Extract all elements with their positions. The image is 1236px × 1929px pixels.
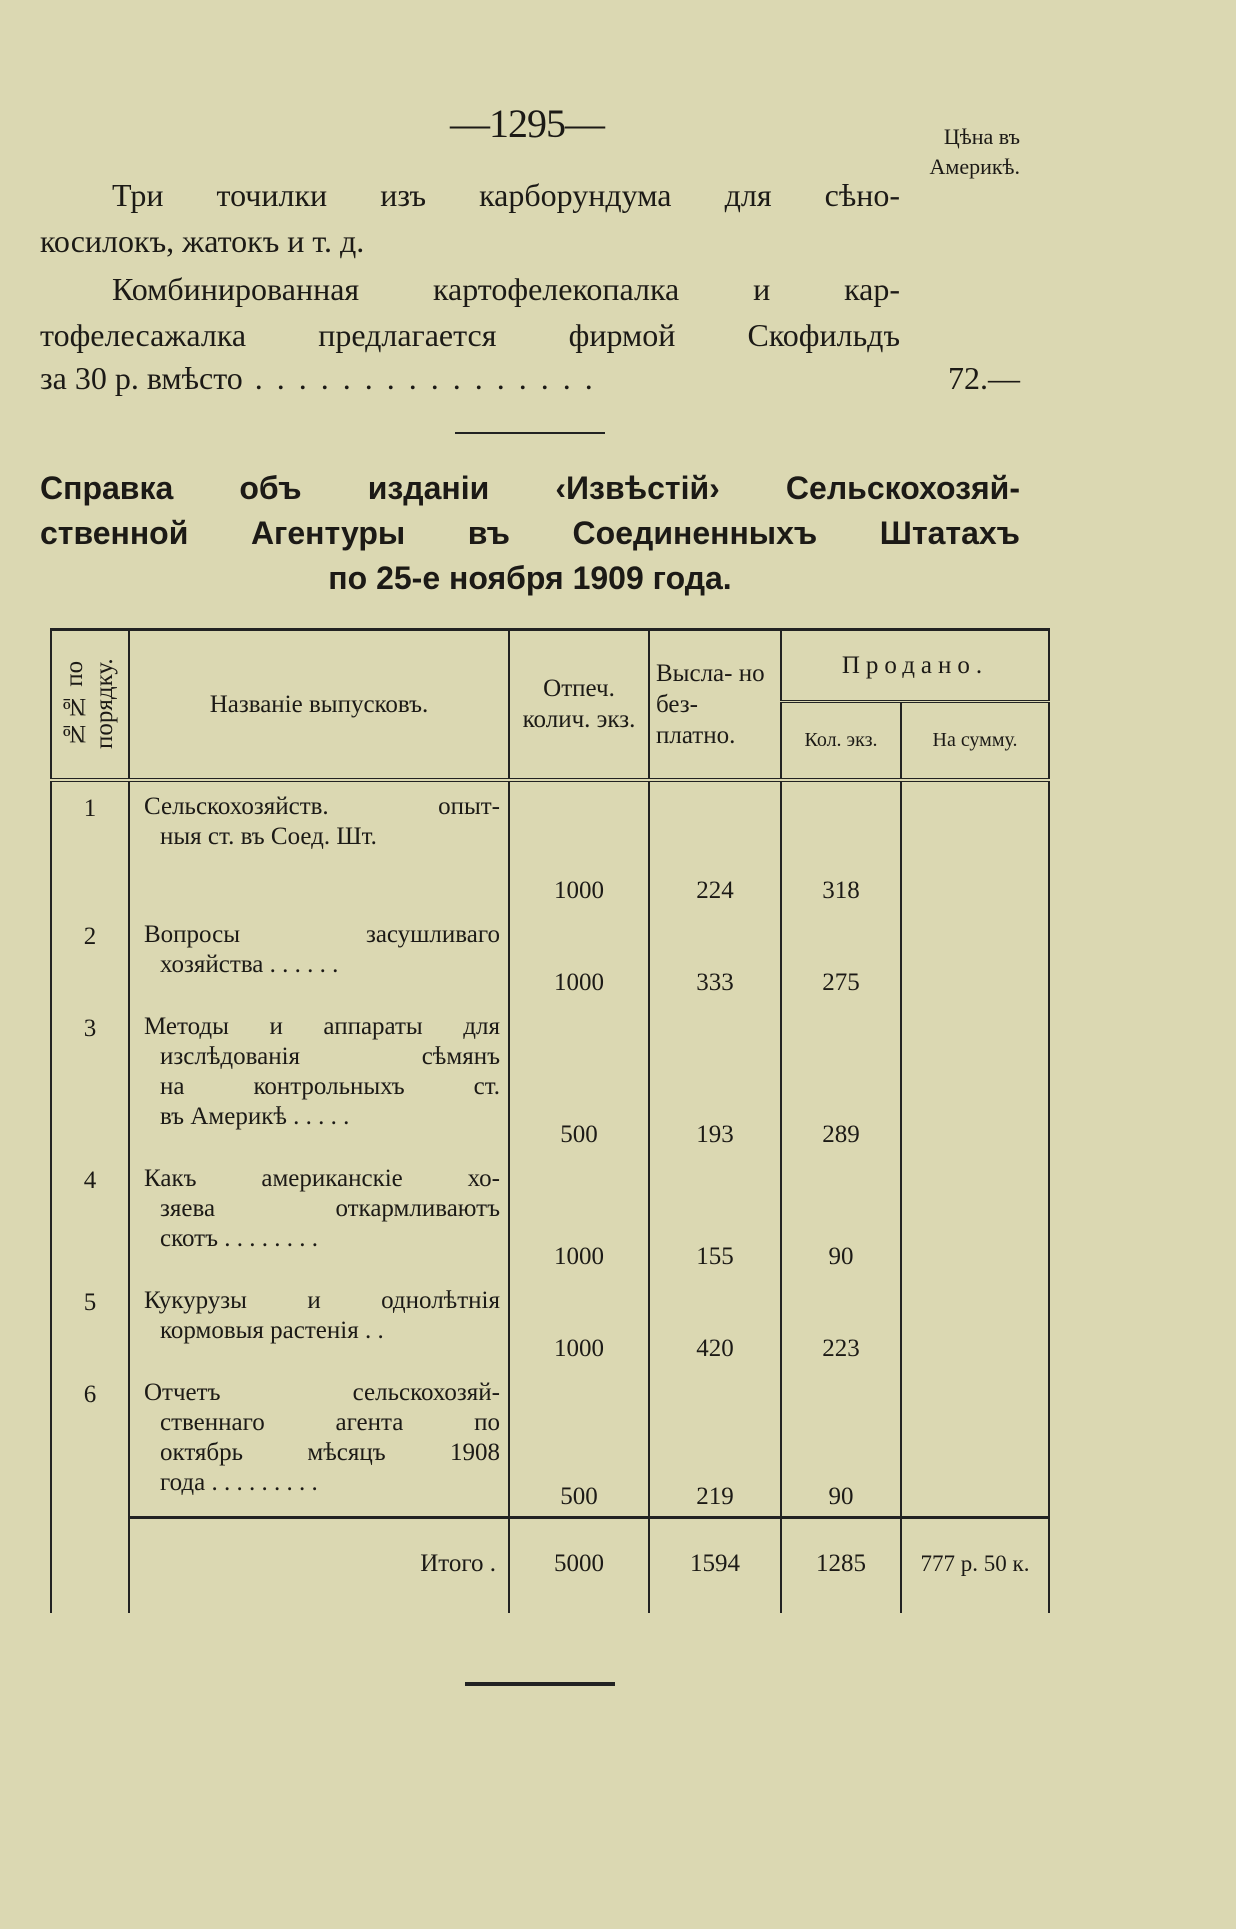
row-sold-sum: [901, 1002, 1049, 1154]
row-sold-qty: 289: [781, 1002, 901, 1154]
row-sold-sum: [901, 910, 1049, 1002]
leader-dots: ................: [254, 360, 607, 396]
price-header-line: Америкѣ.: [929, 154, 1020, 179]
row-number: 1: [51, 780, 129, 910]
header-sold: Продано.: [781, 630, 1049, 702]
row-printed: 1000: [509, 780, 649, 910]
row-printed: 500: [509, 1002, 649, 1154]
section-heading: [40, 466, 1020, 601]
row-sold-sum: [901, 1276, 1049, 1368]
row-sold-qty: 90: [781, 1368, 901, 1518]
total-empty: [51, 1518, 129, 1613]
row-name-line: зяева откармливаютъ: [160, 1194, 500, 1222]
price-column-header: [880, 122, 1020, 182]
row-sold-qty: 275: [781, 910, 901, 1002]
price-line: [40, 360, 1020, 397]
row-sold-qty: 318: [781, 780, 901, 910]
table-row: [51, 1276, 1049, 1368]
row-printed: 500: [509, 1368, 649, 1518]
row-name-line: кормовыя растенія . .: [160, 1316, 384, 1344]
row-free: 420: [649, 1276, 781, 1368]
row-printed: 1000: [509, 1276, 649, 1368]
row-free: 219: [649, 1368, 781, 1518]
header-name: Названіе выпусковъ.: [129, 630, 509, 780]
total-sold-sum: 777 р. 50 к.: [901, 1518, 1049, 1613]
paragraph-sharpeners: [40, 172, 900, 264]
row-number: 5: [51, 1276, 129, 1368]
text-line: косилокъ, жатокъ и т. д.: [40, 223, 365, 259]
row-sold-qty: 223: [781, 1276, 901, 1368]
paragraph-potato-machine: [40, 266, 900, 358]
table-row: [51, 1002, 1049, 1154]
table-row: [51, 780, 1049, 910]
price-line-text: за 30 р. вмѣсто: [40, 360, 243, 396]
row-name-line: въ Америкѣ . . . . .: [160, 1102, 350, 1130]
header-sold-sum: На сумму.: [901, 702, 1049, 780]
row-number: 6: [51, 1368, 129, 1518]
row-free: 155: [649, 1154, 781, 1276]
divider: [465, 1682, 615, 1686]
total-free: 1594: [649, 1518, 781, 1613]
header-sold-qty: Кол. экз.: [781, 702, 901, 780]
row-name-line: ныя ст. въ Соед. Шт.: [160, 822, 377, 850]
row-name-line: Отчетъ сельскохозяй-: [144, 1378, 500, 1406]
row-sold-sum: [901, 1368, 1049, 1518]
row-name: [129, 910, 509, 1002]
header-printed: Отпеч. колич. экз.: [509, 630, 649, 780]
row-name-line: октябрь мѣсяцъ 1908: [160, 1438, 500, 1466]
text-line: Комбинированная картофелекопалка и кар-: [112, 271, 900, 307]
row-name-line: на контрольныхъ ст.: [160, 1072, 500, 1100]
table-row: [51, 910, 1049, 1002]
price-header-line: Цѣна въ: [943, 124, 1020, 149]
row-printed: 1000: [509, 910, 649, 1002]
row-name-line: Кукурузы и однолѣтнія: [144, 1286, 500, 1314]
heading-line: по 25-е ноября 1909 года.: [328, 560, 732, 596]
total-sold-qty: 1285: [781, 1518, 901, 1613]
divider: [455, 432, 605, 434]
row-name-line: скотъ . . . . . . . .: [160, 1224, 318, 1252]
row-name: [129, 1276, 509, 1368]
row-name-line: Какъ американскіе хо-: [144, 1164, 500, 1192]
row-name: [129, 1154, 509, 1276]
publications-table: [50, 628, 1050, 1613]
text-line: Три точилки изъ карборундума для сѣно-: [112, 177, 900, 213]
header-number: №№ по порядку.: [51, 630, 129, 780]
row-printed: 1000: [509, 1154, 649, 1276]
row-name-line: Сельскохозяйств. опыт-: [144, 792, 500, 820]
row-sold-sum: [901, 780, 1049, 910]
total-row: [51, 1518, 1049, 1613]
row-name-line: ственнаго агента по: [160, 1408, 500, 1436]
header-free: Высла- но без- платно.: [649, 630, 781, 780]
row-free: 224: [649, 780, 781, 910]
table-row: [51, 1368, 1049, 1518]
text-line: тофелесажалка предлагается фирмой Скофильдъ: [40, 317, 900, 353]
heading-line: Справка объ изданіи ‹Извѣстій› Сельскохозяй-: [40, 470, 1020, 506]
row-number: 3: [51, 1002, 129, 1154]
row-name: [129, 1368, 509, 1518]
row-name-line: Методы и аппараты для: [144, 1012, 500, 1040]
total-printed: 5000: [509, 1518, 649, 1613]
row-name-line: изслѣдованія сѣмянъ: [160, 1042, 500, 1070]
row-sold-qty: 90: [781, 1154, 901, 1276]
row-number: 4: [51, 1154, 129, 1276]
row-name: [129, 1002, 509, 1154]
total-label: Итого .: [129, 1518, 509, 1613]
row-name-line: Вопросы засушливаго: [144, 920, 500, 948]
row-free: 333: [649, 910, 781, 1002]
row-free: 193: [649, 1002, 781, 1154]
price-value: 72.—: [948, 360, 1020, 396]
row-name-line: хозяйства . . . . . .: [160, 950, 339, 978]
page-number: —1295—: [450, 101, 604, 146]
heading-line: ственной Агентуры въ Соединенныхъ Штатахъ: [40, 515, 1020, 551]
row-sold-sum: [901, 1154, 1049, 1276]
row-number: 2: [51, 910, 129, 1002]
row-name: [129, 780, 509, 910]
table-row: [51, 1154, 1049, 1276]
row-name-line: года . . . . . . . . .: [160, 1468, 318, 1496]
